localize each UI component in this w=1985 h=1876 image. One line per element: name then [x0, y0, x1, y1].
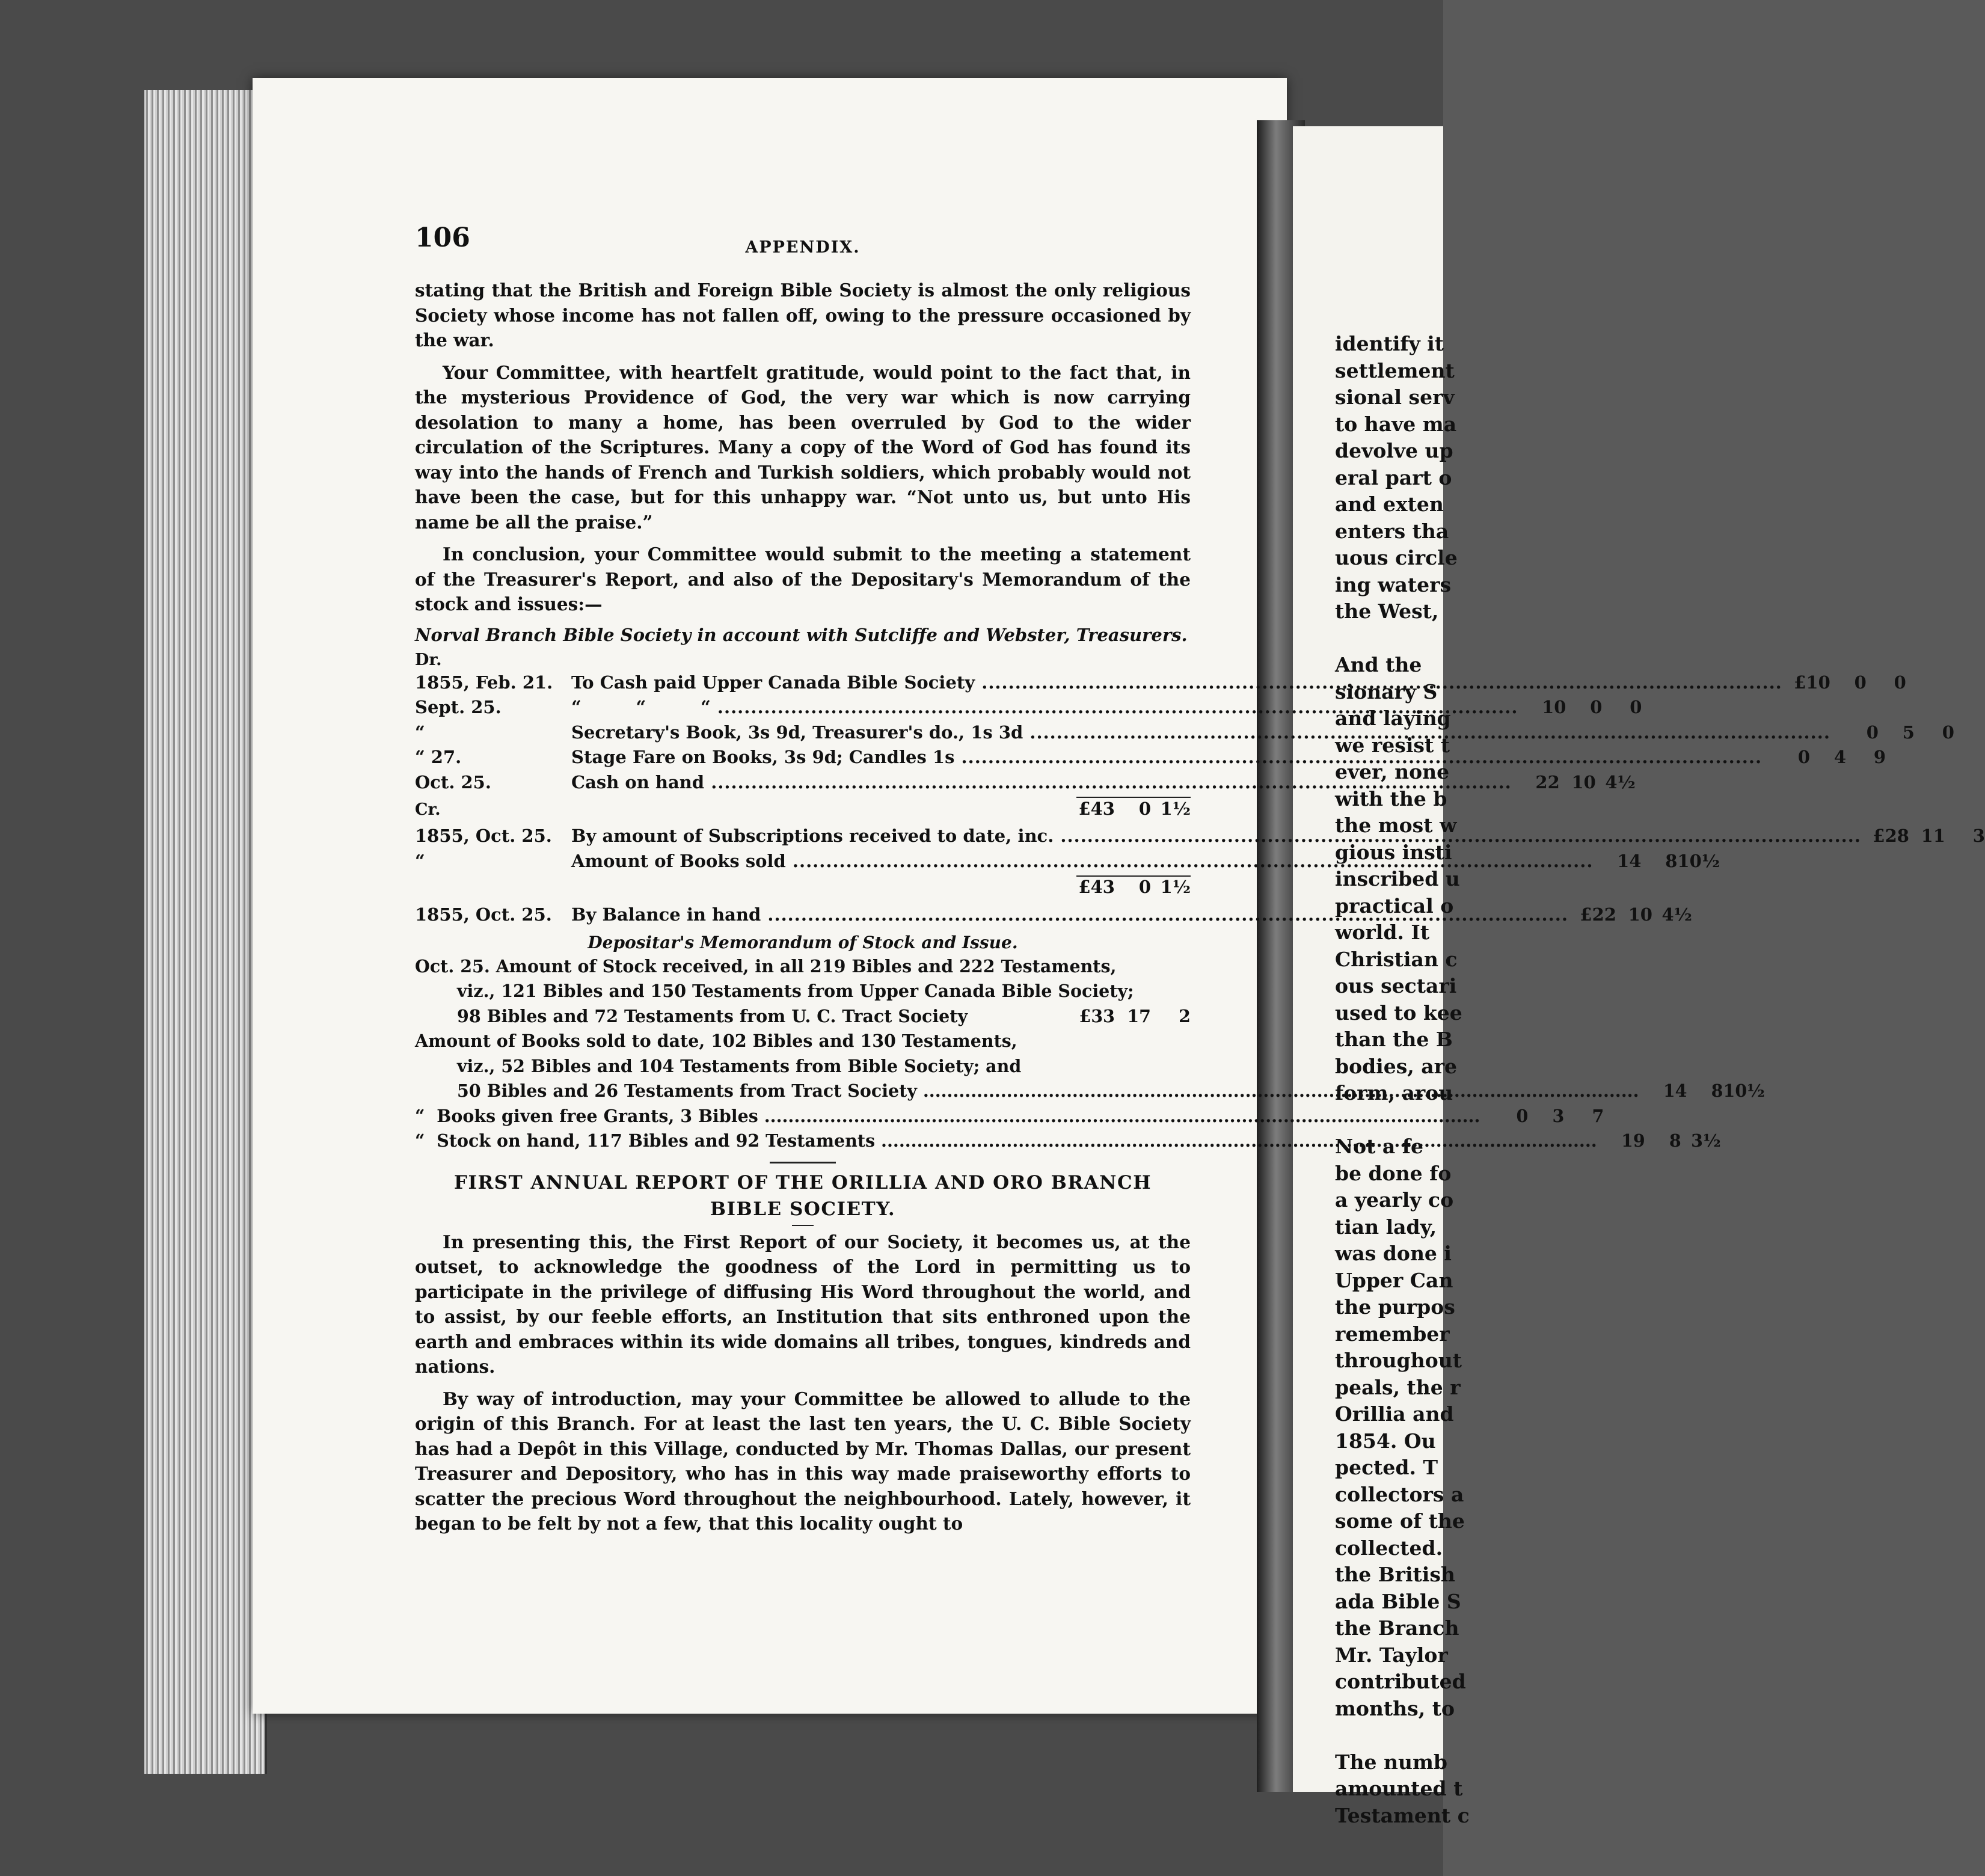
facing-page-line: sionary S: [1335, 679, 1438, 704]
entry-date: Oct. 25.: [415, 771, 491, 792]
entry-pence: 4½: [1661, 904, 1692, 925]
entry-shillings: 10: [1628, 904, 1652, 925]
facing-page-line: 1854. Ou: [1335, 1429, 1436, 1453]
facing-page-lines: [1335, 331, 1470, 1829]
entry-text: Amount of Books sold .....: [571, 851, 1593, 871]
facing-page-line: practical o: [1335, 894, 1454, 918]
facing-page-line: [1335, 1722, 1455, 1749]
facing-page-line: uous circle: [1335, 546, 1458, 569]
facing-page-line: ever, none: [1335, 760, 1450, 783]
entry-text: By amount of Subscriptions received to date, inc. .....: [571, 826, 1861, 846]
entry-pounds: 0: [1797, 747, 1811, 767]
entry-pounds: 0: [1866, 722, 1879, 743]
facing-page-line: the Branch: [1335, 1616, 1459, 1640]
facing-page-line: and laying: [1335, 707, 1451, 730]
section-rule: [770, 1162, 836, 1163]
entry-pence: 3: [1972, 826, 1985, 846]
facing-page-line: months, to: [1335, 1696, 1455, 1720]
facing-page-line: peals, the r: [1335, 1375, 1461, 1399]
facing-page-line: enters tha: [1335, 519, 1449, 543]
entry-pounds: 14: [1617, 850, 1642, 871]
memo-text: Amount of Books sold to date, 102 Bibles and 130 Testaments,: [415, 1031, 1017, 1051]
facing-page-line: Orillia and: [1335, 1402, 1454, 1426]
memo-pence: 10½: [1723, 1081, 1765, 1101]
running-head: APPENDIX.: [745, 238, 861, 257]
paragraph: In conclusion, your Committee would submit to the meeting a statement of the Treasurer's Report, and also of the Depositary's Memorandum of the stock and issues:—: [415, 544, 1191, 615]
entry-pounds: £10: [1794, 672, 1830, 693]
entry-date: “ 27.: [415, 747, 462, 767]
entry-text: By Balance in hand .....: [571, 904, 1568, 925]
facing-page-line: settlement: [1335, 358, 1455, 382]
memo-pence: 2: [1179, 1005, 1191, 1026]
paragraph: By way of introduction, may your Committee be allowed to allude to the origin of this Branch. For at least the last ten years, the U. C. Bible Society has had a Depôt in this Village, conducted by Mr. Thomas Dallas, our present Treasurer and Depository, who has in this way made praiseworthy efforts to scatter the precious Word throughout the neighbourhood. Lately, however, it began to be felt by not a few, that this locality ought to: [415, 1388, 1191, 1534]
facing-page-line: The numb: [1335, 1750, 1448, 1774]
entry-text: Stage Fare on Books, 3s 9d; Candles 1s .....: [571, 747, 1762, 767]
memo-row: [415, 1031, 1191, 1056]
entry-text: Secretary's Book, 3s 9d, Treasurer's do., 1s 3d .....: [571, 722, 1830, 743]
debit-total-row: [415, 798, 1191, 826]
facing-page-line: ous sectari: [1335, 974, 1457, 998]
memo-pence: 7: [1592, 1105, 1604, 1126]
facing-page-line: eral part o: [1335, 465, 1452, 489]
facing-page-line: and exten: [1335, 492, 1444, 516]
facing-page-line: some of the: [1335, 1509, 1465, 1533]
memo-pence: 3½: [1691, 1130, 1721, 1151]
total-shillings: 0: [1138, 877, 1151, 897]
paragraph: In presenting this, the First Report of our Society, it becomes us, at the outset, to acknowledge the goodness of the Lord in permitting us to participate in the privilege of diffusing His Word throughout the world, and to assist, by our feeble efforts, an Institution that sits enthroned upon the earth and embraces within its wide domains all tribes, tongues, kindreds and nations.: [415, 1231, 1191, 1377]
facing-page-line: than the B: [1335, 1028, 1453, 1051]
facing-page-line: we resist t: [1335, 733, 1450, 757]
entry-shillings: 0: [1590, 697, 1603, 717]
entry-date: 1855, Oct. 25.: [415, 826, 552, 846]
memo-title: Depositar's Memorandum of Stock and Issue.: [588, 932, 1018, 952]
facing-page-line: contributed: [1335, 1670, 1466, 1693]
entry-pounds: £22: [1580, 904, 1616, 925]
facing-page-line: ing waters: [1335, 572, 1452, 596]
facing-page-line: collectors a: [1335, 1482, 1464, 1506]
facing-page-line: throughout: [1335, 1349, 1462, 1372]
memo-text: 50 Bibles and 26 Testaments from Tract Society .....: [457, 1081, 1639, 1101]
entry-shillings: 0: [1854, 672, 1867, 693]
memo-row: [415, 981, 1191, 1006]
facing-page-line: [1335, 625, 1455, 652]
entry-pence: 0: [1630, 697, 1642, 717]
memo-pounds: 19: [1621, 1130, 1645, 1151]
entry-text: “ “ “ .....: [571, 697, 1518, 717]
total-pence: 1½: [1160, 799, 1191, 819]
memo-shillings: 17: [1127, 1005, 1151, 1026]
facing-page-line: was done i: [1335, 1242, 1452, 1265]
memo-text: viz., 121 Bibles and 150 Testaments from Upper Canada Bible Society;: [457, 981, 1134, 1001]
memo-row: [415, 1105, 1604, 1131]
facing-page-line: a yearly co: [1335, 1188, 1454, 1212]
facing-page-line: the purpos: [1335, 1295, 1455, 1319]
memo-pounds: 14: [1663, 1081, 1687, 1101]
entry-shillings: 11: [1921, 826, 1945, 846]
entry-shillings: 8: [1665, 850, 1678, 871]
memo-text: “ Books given free Grants, 3 Bibles .....: [415, 1106, 1480, 1126]
facing-page-line: devolve up: [1335, 439, 1453, 462]
memo-text: 98 Bibles and 72 Testaments from U. C. Tract Society: [457, 1005, 968, 1026]
total-pounds: £43: [1078, 877, 1115, 897]
credit-label: Cr.: [415, 800, 441, 819]
facing-page-line: inscribed u: [1335, 867, 1460, 890]
total-shillings: 0: [1138, 799, 1151, 819]
account-title: Norval Branch Bible Society in account with Sutcliffe and Webster, Treasurers.: [415, 624, 1188, 645]
entry-date: Sept. 25.: [415, 697, 502, 717]
facing-page-line: Mr. Taylor: [1335, 1643, 1448, 1667]
entry-pounds: £28: [1873, 826, 1909, 846]
entry-pence: 10½: [1677, 850, 1720, 871]
total-pence: 1½: [1160, 877, 1191, 897]
facing-page-line: tian lady,: [1335, 1215, 1437, 1239]
facing-page-line: Not a fe: [1335, 1135, 1423, 1158]
entry-pounds: 10: [1542, 697, 1566, 717]
entry-date: 1855, Oct. 25.: [415, 904, 552, 925]
entry-shillings: 10: [1571, 771, 1596, 792]
paragraph: Your Committee, with heartfelt gratitude, would point to the fact that, in the mysterious Providence of God, the very war which is now carrying desolation to many a home, has been overruled by God to the wider circulation of the Scriptures. Many a copy of the Word of God has found its way into the hands of French and Turkish soldiers, which probably would not have been the case, but for this unhappy war. “Not unto us, but unto His name be all the praise.”: [415, 361, 1191, 533]
ledger-row: [415, 826, 1985, 851]
facing-page-line: amounted t: [1335, 1777, 1463, 1800]
entry-date: 1855, Feb. 21.: [415, 672, 553, 693]
total-pounds: £43: [1078, 799, 1115, 819]
facing-page-line: remember: [1335, 1322, 1450, 1346]
facing-page-line: pected. T: [1335, 1456, 1438, 1479]
facing-page-line: gious insti: [1335, 840, 1452, 864]
memo-row: [415, 1006, 1191, 1031]
paragraph: stating that the British and Foreign Bible Society is almost the only religious Society whose income has not fallen off, owing to the pressure occasioned by the war.: [415, 280, 1191, 351]
facing-page-line: form, arou: [1335, 1081, 1453, 1105]
facing-page-line: be done fo: [1335, 1161, 1452, 1185]
entry-pence: 9: [1873, 747, 1886, 767]
facing-page-line: the West,: [1335, 599, 1439, 623]
entry-text: Cash on hand .....: [571, 772, 1512, 792]
memo-shillings: 8: [1711, 1081, 1723, 1101]
facing-page-line: Christian c: [1335, 947, 1458, 971]
memo-pounds: £33: [1079, 1005, 1115, 1026]
memo-row: [415, 1056, 1191, 1081]
memo-row: [415, 956, 1191, 981]
page-number: 106: [415, 222, 470, 253]
facing-page-line: used to kee: [1335, 1001, 1462, 1025]
facing-page-line: world. It: [1335, 921, 1430, 944]
page-stack-edges: [144, 90, 267, 1774]
entry-date: “: [415, 850, 425, 871]
entry-shillings: 4: [1833, 747, 1847, 767]
facing-page-line: to have ma: [1335, 412, 1457, 436]
facing-page-line: Testament c: [1335, 1803, 1470, 1827]
facing-page-line: collected.: [1335, 1536, 1443, 1560]
entry-date: “: [415, 722, 425, 743]
facing-page-line: ada Bible S: [1335, 1589, 1461, 1613]
memo-shillings: 3: [1552, 1105, 1565, 1126]
memo-text: viz., 52 Bibles and 104 Testaments from Bible Society; and: [457, 1055, 1022, 1076]
entry-shillings: 5: [1902, 722, 1915, 743]
facing-page-line: the most w: [1335, 814, 1457, 837]
memo-text: “ Stock on hand, 117 Bibles and 92 Testaments .....: [415, 1130, 1597, 1151]
entry-pence: 0: [1942, 722, 1954, 743]
credit-total-row: [415, 877, 1191, 904]
facing-page-line: identify it: [1335, 332, 1444, 355]
entry-pence: 0: [1894, 672, 1906, 693]
entry-text: To Cash paid Upper Canada Bible Society .....: [571, 672, 1782, 693]
memo-shillings: 8: [1669, 1130, 1681, 1151]
facing-page: [1293, 126, 1470, 1827]
entry-pence: 4½: [1605, 771, 1636, 792]
memo-text: Oct. 25. Amount of Stock received, in all 219 Bibles and 222 Testaments,: [415, 955, 1117, 976]
facing-page-line: with the b: [1335, 786, 1447, 811]
title-dash: [792, 1225, 814, 1226]
facing-page-line: the British: [1335, 1563, 1455, 1586]
facing-page-line: Upper Can: [1335, 1268, 1453, 1292]
facing-page-line: And the: [1335, 653, 1422, 676]
facing-page-line: bodies, are: [1335, 1054, 1458, 1078]
entry-pounds: 22: [1535, 771, 1560, 792]
facing-page-line: sional serv: [1335, 385, 1455, 409]
page-header: [415, 222, 1191, 278]
debit-label: Dr.: [415, 650, 442, 669]
report-title: FIRST ANNUAL REPORT OF THE ORILLIA AND ORO BRANCH BIBLE SOCIETY.: [454, 1171, 1152, 1220]
memo-pounds: 0: [1516, 1105, 1529, 1126]
